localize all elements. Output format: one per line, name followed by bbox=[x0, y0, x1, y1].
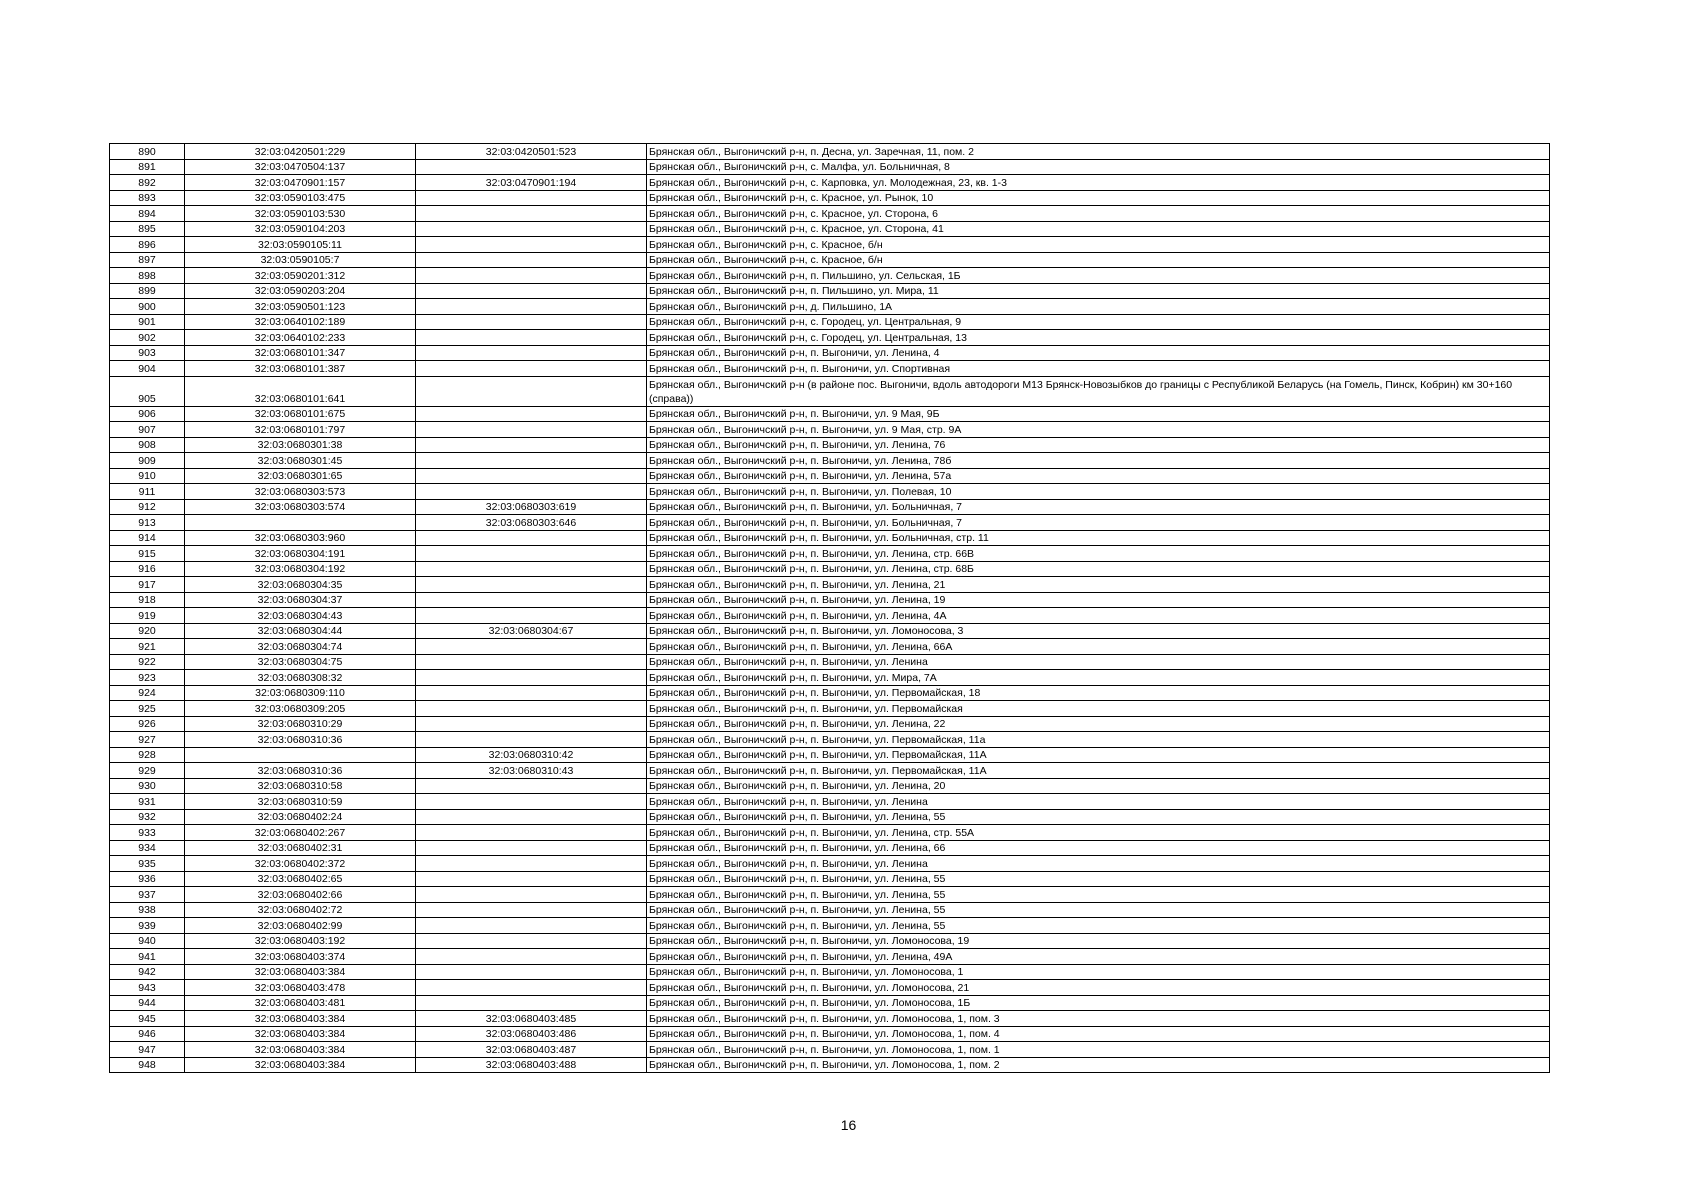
related-cadastral-number-cell bbox=[416, 361, 647, 377]
row-number-cell: 904 bbox=[110, 361, 185, 377]
related-cadastral-number-cell bbox=[416, 685, 647, 701]
table-row bbox=[110, 608, 1550, 624]
address-cell: Брянская обл., Выгоничский р-н, с. Красное, ул. Сторона, 6 bbox=[647, 206, 1550, 222]
related-cadastral-number-cell bbox=[416, 345, 647, 361]
address-cell: Брянская обл., Выгоничский р-н, п. Выгоничи, ул. Ленина bbox=[647, 856, 1550, 872]
cadastral-number-cell: 32:03:0680304:75 bbox=[185, 654, 416, 670]
row-number-cell: 937 bbox=[110, 887, 185, 903]
row-number-cell: 944 bbox=[110, 995, 185, 1011]
table-row bbox=[110, 980, 1550, 996]
row-number-cell: 916 bbox=[110, 561, 185, 577]
cadastral-number-cell: 32:03:0470901:157 bbox=[185, 175, 416, 191]
cadastral-number-cell: 32:03:0680310:58 bbox=[185, 778, 416, 794]
address-cell: Брянская обл., Выгоничский р-н, п. Выгоничи, ул. Ленина, 66 bbox=[647, 840, 1550, 856]
address-cell: Брянская обл., Выгоничский р-н, п. Выгоничи, ул. Ленина, 55 bbox=[647, 809, 1550, 825]
table-row bbox=[110, 639, 1550, 655]
table-row bbox=[110, 840, 1550, 856]
related-cadastral-number-cell bbox=[416, 794, 647, 810]
related-cadastral-number-cell: 32:03:0470901:194 bbox=[416, 175, 647, 191]
table-row bbox=[110, 918, 1550, 934]
row-number-cell: 895 bbox=[110, 221, 185, 237]
address-cell: Брянская обл., Выгоничский р-н, с. Карповка, ул. Молодежная, 23, кв. 1-3 bbox=[647, 175, 1550, 191]
cadastral-number-cell: 32:03:0590103:475 bbox=[185, 190, 416, 206]
related-cadastral-number-cell bbox=[416, 608, 647, 624]
address-cell: Брянская обл., Выгоничский р-н, п. Пильшино, ул. Сельская, 1Б bbox=[647, 268, 1550, 284]
cadastral-number-cell: 32:03:0680101:641 bbox=[185, 376, 416, 406]
row-number-cell: 898 bbox=[110, 268, 185, 284]
table-row bbox=[110, 856, 1550, 872]
address-cell: Брянская обл., Выгоничский р-н, п. Пильшино, ул. Мира, 11 bbox=[647, 283, 1550, 299]
related-cadastral-number-cell bbox=[416, 252, 647, 268]
row-number-cell: 922 bbox=[110, 654, 185, 670]
row-number-cell: 917 bbox=[110, 577, 185, 593]
address-cell: Брянская обл., Выгоничский р-н, п. Выгоничи, ул. Ленина, 4 bbox=[647, 345, 1550, 361]
table-row bbox=[110, 345, 1550, 361]
table-row bbox=[110, 499, 1550, 515]
row-number-cell: 901 bbox=[110, 314, 185, 330]
row-number-cell: 933 bbox=[110, 825, 185, 841]
cadastral-number-cell: 32:03:0680304:192 bbox=[185, 561, 416, 577]
table-row bbox=[110, 530, 1550, 546]
table-row bbox=[110, 515, 1550, 531]
address-cell: Брянская обл., Выгоничский р-н, п. Выгоничи, ул. Ленина, стр. 68Б bbox=[647, 561, 1550, 577]
table-row bbox=[110, 794, 1550, 810]
row-number-cell: 926 bbox=[110, 716, 185, 732]
row-number-cell: 935 bbox=[110, 856, 185, 872]
address-cell: Брянская обл., Выгоничский р-н, п. Выгоничи, ул. Ленина, 78б bbox=[647, 453, 1550, 469]
cadastral-number-cell: 32:03:0680304:44 bbox=[185, 623, 416, 639]
cadastral-number-cell: 32:03:0680402:72 bbox=[185, 902, 416, 918]
address-cell: Брянская обл., Выгоничский р-н, п. Выгоничи, ул. Ленина, 4А bbox=[647, 608, 1550, 624]
cadastral-number-cell: 32:03:0640102:189 bbox=[185, 314, 416, 330]
row-number-cell: 920 bbox=[110, 623, 185, 639]
cadastral-number-cell bbox=[185, 747, 416, 763]
row-number-cell: 928 bbox=[110, 747, 185, 763]
address-cell: Брянская обл., Выгоничский р-н, п. Выгоничи, ул. Первомайская, 11а bbox=[647, 732, 1550, 748]
related-cadastral-number-cell: 32:03:0420501:523 bbox=[416, 144, 647, 160]
related-cadastral-number-cell: 32:03:0680403:485 bbox=[416, 1011, 647, 1027]
address-cell: Брянская обл., Выгоничский р-н, п. Выгоничи, ул. Первомайская, 11А bbox=[647, 747, 1550, 763]
cadastral-number-cell: 32:03:0680301:45 bbox=[185, 453, 416, 469]
address-cell: Брянская обл., Выгоничский р-н, п. Выгоничи, ул. Ленина, 66А bbox=[647, 639, 1550, 655]
row-number-cell: 893 bbox=[110, 190, 185, 206]
cadastral-number-cell: 32:03:0680403:384 bbox=[185, 1042, 416, 1058]
cadastral-number-cell: 32:03:0590103:530 bbox=[185, 206, 416, 222]
table-row bbox=[110, 221, 1550, 237]
table-row bbox=[110, 252, 1550, 268]
cadastral-number-cell: 32:03:0680402:65 bbox=[185, 871, 416, 887]
cadastral-number-cell: 32:03:0590105:11 bbox=[185, 237, 416, 253]
cadastral-number-cell: 32:03:0680403:374 bbox=[185, 949, 416, 965]
related-cadastral-number-cell bbox=[416, 918, 647, 934]
address-cell: Брянская обл., Выгоничский р-н, п. Выгоничи, ул. Ленина bbox=[647, 794, 1550, 810]
address-cell: Брянская обл., Выгоничский р-н, п. Выгоничи, ул. Ленина, 55 bbox=[647, 871, 1550, 887]
related-cadastral-number-cell bbox=[416, 639, 647, 655]
address-cell: Брянская обл., Выгоничский р-н, п. Выгоничи, ул. Ломоносова, 1, пом. 3 bbox=[647, 1011, 1550, 1027]
table-row bbox=[110, 268, 1550, 284]
table-row bbox=[110, 716, 1550, 732]
related-cadastral-number-cell bbox=[416, 670, 647, 686]
row-number-cell: 903 bbox=[110, 345, 185, 361]
table-row bbox=[110, 190, 1550, 206]
row-number-cell: 939 bbox=[110, 918, 185, 934]
table-row bbox=[110, 175, 1550, 191]
table-row bbox=[110, 283, 1550, 299]
table-row bbox=[110, 299, 1550, 315]
table-row bbox=[110, 330, 1550, 346]
cadastral-number-cell: 32:03:0680101:675 bbox=[185, 406, 416, 422]
row-number-cell: 909 bbox=[110, 453, 185, 469]
related-cadastral-number-cell bbox=[416, 732, 647, 748]
related-cadastral-number-cell: 32:03:0680304:67 bbox=[416, 623, 647, 639]
table-row bbox=[110, 809, 1550, 825]
cadastral-number-cell: 32:03:0680402:372 bbox=[185, 856, 416, 872]
table-row bbox=[110, 701, 1550, 717]
address-cell: Брянская обл., Выгоничский р-н, п. Выгоничи, ул. Первомайская, 18 bbox=[647, 685, 1550, 701]
row-number-cell: 894 bbox=[110, 206, 185, 222]
cadastral-number-cell: 32:03:0680402:31 bbox=[185, 840, 416, 856]
row-number-cell: 913 bbox=[110, 515, 185, 531]
table-row bbox=[110, 670, 1550, 686]
row-number-cell: 932 bbox=[110, 809, 185, 825]
cadastral-number-cell: 32:03:0680303:574 bbox=[185, 499, 416, 515]
address-cell: Брянская обл., Выгоничский р-н, п. Выгоничи, ул. 9 Мая, стр. 9А bbox=[647, 422, 1550, 438]
related-cadastral-number-cell bbox=[416, 422, 647, 438]
related-cadastral-number-cell bbox=[416, 887, 647, 903]
cadastral-number-cell: 32:03:0680310:59 bbox=[185, 794, 416, 810]
table-row bbox=[110, 933, 1550, 949]
address-cell: Брянская обл., Выгоничский р-н, п. Выгоничи, ул. Мира, 7А bbox=[647, 670, 1550, 686]
cadastral-number-cell: 32:03:0680101:347 bbox=[185, 345, 416, 361]
cadastral-number-cell: 32:03:0680403:481 bbox=[185, 995, 416, 1011]
row-number-cell: 923 bbox=[110, 670, 185, 686]
cadastral-number-cell: 32:03:0680402:66 bbox=[185, 887, 416, 903]
address-cell: Брянская обл., Выгоничский р-н, п. Выгоничи, ул. Ленина, стр. 66В bbox=[647, 546, 1550, 562]
address-cell: Брянская обл., Выгоничский р-н, п. Выгоничи, ул. Ленина, 55 bbox=[647, 887, 1550, 903]
related-cadastral-number-cell bbox=[416, 949, 647, 965]
table-row bbox=[110, 468, 1550, 484]
address-cell: Брянская обл., Выгоничский р-н, п. Выгоничи, ул. Ленина, 49А bbox=[647, 949, 1550, 965]
related-cadastral-number-cell bbox=[416, 871, 647, 887]
row-number-cell: 914 bbox=[110, 530, 185, 546]
table-row bbox=[110, 949, 1550, 965]
row-number-cell: 900 bbox=[110, 299, 185, 315]
property-register-table bbox=[109, 143, 1550, 1073]
cadastral-number-cell: 32:03:0680403:384 bbox=[185, 964, 416, 980]
address-cell: Брянская обл., Выгоничский р-н, п. Выгоничи, ул. Ленина bbox=[647, 654, 1550, 670]
related-cadastral-number-cell bbox=[416, 654, 647, 670]
related-cadastral-number-cell bbox=[416, 840, 647, 856]
cadastral-number-cell: 32:03:0590203:204 bbox=[185, 283, 416, 299]
related-cadastral-number-cell bbox=[416, 778, 647, 794]
row-number-cell: 946 bbox=[110, 1026, 185, 1042]
address-cell: Брянская обл., Выгоничский р-н, п. Выгоничи, ул. Первомайская, 11А bbox=[647, 763, 1550, 779]
address-cell: Брянская обл., Выгоничский р-н, п. Выгоничи, ул. Ломоносова, 21 bbox=[647, 980, 1550, 996]
cadastral-number-cell: 32:03:0590105:7 bbox=[185, 252, 416, 268]
row-number-cell: 907 bbox=[110, 422, 185, 438]
related-cadastral-number-cell bbox=[416, 314, 647, 330]
row-number-cell: 941 bbox=[110, 949, 185, 965]
address-cell: Брянская обл., Выгоничский р-н, с. Красное, б/н bbox=[647, 237, 1550, 253]
table-row bbox=[110, 732, 1550, 748]
table-row bbox=[110, 437, 1550, 453]
table-row bbox=[110, 871, 1550, 887]
cadastral-number-cell: 32:03:0590201:312 bbox=[185, 268, 416, 284]
related-cadastral-number-cell: 32:03:0680303:646 bbox=[416, 515, 647, 531]
cadastral-number-cell: 32:03:0680101:387 bbox=[185, 361, 416, 377]
address-cell: Брянская обл., Выгоничский р-н, с. Красное, ул. Рынок, 10 bbox=[647, 190, 1550, 206]
cadastral-number-cell: 32:03:0680309:205 bbox=[185, 701, 416, 717]
address-cell: Брянская обл., Выгоничский р-н (в районе пос. Выгоничи, вдоль автодороги М13 Брянск-Новозыбков до границы с Республикой Беларусь (на Гомель, Пинск, Кобрин) км 30+160 (справа)) bbox=[647, 376, 1550, 406]
address-cell: Брянская обл., Выгоничский р-н, п. Выгоничи, ул. Ломоносова, 1Б bbox=[647, 995, 1550, 1011]
row-number-cell: 902 bbox=[110, 330, 185, 346]
related-cadastral-number-cell bbox=[416, 159, 647, 175]
row-number-cell: 934 bbox=[110, 840, 185, 856]
cadastral-number-cell: 32:03:0680304:191 bbox=[185, 546, 416, 562]
table-row bbox=[110, 592, 1550, 608]
row-number-cell: 948 bbox=[110, 1057, 185, 1073]
related-cadastral-number-cell bbox=[416, 237, 647, 253]
row-number-cell: 927 bbox=[110, 732, 185, 748]
address-cell: Брянская обл., Выгоничский р-н, п. Выгоничи, ул. Ленина, 57а bbox=[647, 468, 1550, 484]
address-cell: Брянская обл., Выгоничский р-н, с. Красное, ул. Сторона, 41 bbox=[647, 221, 1550, 237]
row-number-cell: 906 bbox=[110, 406, 185, 422]
table-row bbox=[110, 887, 1550, 903]
address-cell: Брянская обл., Выгоничский р-н, п. Выгоничи, ул. Больничная, 7 bbox=[647, 499, 1550, 515]
cadastral-number-cell: 32:03:0420501:229 bbox=[185, 144, 416, 160]
row-number-cell: 891 bbox=[110, 159, 185, 175]
row-number-cell: 924 bbox=[110, 685, 185, 701]
row-number-cell: 908 bbox=[110, 437, 185, 453]
row-number-cell: 947 bbox=[110, 1042, 185, 1058]
cadastral-number-cell: 32:03:0680402:267 bbox=[185, 825, 416, 841]
cadastral-number-cell: 32:03:0680403:384 bbox=[185, 1011, 416, 1027]
row-number-cell: 911 bbox=[110, 484, 185, 500]
address-cell: Брянская обл., Выгоничский р-н, п. Выгоничи, ул. Больничная, стр. 11 bbox=[647, 530, 1550, 546]
table-row bbox=[110, 964, 1550, 980]
address-cell: Брянская обл., Выгоничский р-н, п. Выгоничи, ул. 9 Мая, 9Б bbox=[647, 406, 1550, 422]
cadastral-number-cell bbox=[185, 515, 416, 531]
cadastral-number-cell: 32:03:0680403:384 bbox=[185, 1026, 416, 1042]
address-cell: Брянская обл., Выгоничский р-н, с. Красное, б/н bbox=[647, 252, 1550, 268]
table-body bbox=[110, 144, 1550, 1073]
cadastral-number-cell: 32:03:0640102:233 bbox=[185, 330, 416, 346]
related-cadastral-number-cell bbox=[416, 592, 647, 608]
related-cadastral-number-cell bbox=[416, 453, 647, 469]
related-cadastral-number-cell bbox=[416, 468, 647, 484]
cadastral-number-cell: 32:03:0680301:38 bbox=[185, 437, 416, 453]
cadastral-number-cell: 32:03:0680303:960 bbox=[185, 530, 416, 546]
table-row bbox=[110, 561, 1550, 577]
related-cadastral-number-cell bbox=[416, 964, 647, 980]
related-cadastral-number-cell bbox=[416, 716, 647, 732]
related-cadastral-number-cell bbox=[416, 376, 647, 406]
related-cadastral-number-cell bbox=[416, 221, 647, 237]
row-number-cell: 910 bbox=[110, 468, 185, 484]
related-cadastral-number-cell bbox=[416, 406, 647, 422]
related-cadastral-number-cell: 32:03:0680310:42 bbox=[416, 747, 647, 763]
cadastral-number-cell: 32:03:0680403:478 bbox=[185, 980, 416, 996]
address-cell: Брянская обл., Выгоничский р-н, с. Малфа, ул. Больничная, 8 bbox=[647, 159, 1550, 175]
table-row bbox=[110, 422, 1550, 438]
cadastral-number-cell: 32:03:0680303:573 bbox=[185, 484, 416, 500]
related-cadastral-number-cell bbox=[416, 190, 647, 206]
row-number-cell: 912 bbox=[110, 499, 185, 515]
row-number-cell: 925 bbox=[110, 701, 185, 717]
address-cell: Брянская обл., Выгоничский р-н, п. Выгоничи, ул. Первомайская bbox=[647, 701, 1550, 717]
cadastral-number-cell: 32:03:0680310:36 bbox=[185, 732, 416, 748]
address-cell: Брянская обл., Выгоничский р-н, с. Городец, ул. Центральная, 9 bbox=[647, 314, 1550, 330]
table-row bbox=[110, 1042, 1550, 1058]
table-row bbox=[110, 763, 1550, 779]
page-number: 16 bbox=[840, 1117, 857, 1133]
row-number-cell: 931 bbox=[110, 794, 185, 810]
address-cell: Брянская обл., Выгоничский р-н, п. Выгоничи, ул. Ленина, 22 bbox=[647, 716, 1550, 732]
cadastral-number-cell: 32:03:0680304:37 bbox=[185, 592, 416, 608]
table-row bbox=[110, 685, 1550, 701]
address-cell: Брянская обл., Выгоничский р-н, п. Выгоничи, ул. Ломоносова, 1, пом. 1 bbox=[647, 1042, 1550, 1058]
table-row bbox=[110, 453, 1550, 469]
cadastral-number-cell: 32:03:0590104:203 bbox=[185, 221, 416, 237]
row-number-cell: 930 bbox=[110, 778, 185, 794]
table-row bbox=[110, 1011, 1550, 1027]
table-row bbox=[110, 1026, 1550, 1042]
related-cadastral-number-cell bbox=[416, 268, 647, 284]
table-row bbox=[110, 1057, 1550, 1073]
row-number-cell: 890 bbox=[110, 144, 185, 160]
table-row bbox=[110, 159, 1550, 175]
address-cell: Брянская обл., Выгоничский р-н, д. Пильшино, 1А bbox=[647, 299, 1550, 315]
row-number-cell: 896 bbox=[110, 237, 185, 253]
address-cell: Брянская обл., Выгоничский р-н, п. Выгоничи, ул. Ломоносова, 19 bbox=[647, 933, 1550, 949]
table-row bbox=[110, 361, 1550, 377]
row-number-cell: 897 bbox=[110, 252, 185, 268]
table-row bbox=[110, 314, 1550, 330]
table-row bbox=[110, 237, 1550, 253]
cadastral-number-cell: 32:03:0680304:74 bbox=[185, 639, 416, 655]
table-row bbox=[110, 623, 1550, 639]
table-row bbox=[110, 546, 1550, 562]
cadastral-number-cell: 32:03:0680310:36 bbox=[185, 763, 416, 779]
row-number-cell: 943 bbox=[110, 980, 185, 996]
related-cadastral-number-cell bbox=[416, 995, 647, 1011]
row-number-cell: 919 bbox=[110, 608, 185, 624]
row-number-cell: 940 bbox=[110, 933, 185, 949]
related-cadastral-number-cell bbox=[416, 701, 647, 717]
cadastral-number-cell: 32:03:0680308:32 bbox=[185, 670, 416, 686]
address-cell: Брянская обл., Выгоничский р-н, п. Выгоничи, ул. Ленина, 21 bbox=[647, 577, 1550, 593]
row-number-cell: 936 bbox=[110, 871, 185, 887]
related-cadastral-number-cell bbox=[416, 809, 647, 825]
related-cadastral-number-cell: 32:03:0680403:486 bbox=[416, 1026, 647, 1042]
row-number-cell: 905 bbox=[110, 376, 185, 406]
address-cell: Брянская обл., Выгоничский р-н, п. Выгоничи, ул. Ленина, 20 bbox=[647, 778, 1550, 794]
table-row bbox=[110, 376, 1550, 406]
table-row bbox=[110, 747, 1550, 763]
address-cell: Брянская обл., Выгоничский р-н, п. Выгоничи, ул. Полевая, 10 bbox=[647, 484, 1550, 500]
address-cell: Брянская обл., Выгоничский р-н, п. Выгоничи, ул. Ленина, 76 bbox=[647, 437, 1550, 453]
cadastral-number-cell: 32:03:0680403:384 bbox=[185, 1057, 416, 1073]
cadastral-number-cell: 32:03:0680309:110 bbox=[185, 685, 416, 701]
address-cell: Брянская обл., Выгоничский р-н, п. Выгоничи, ул. Ломоносова, 3 bbox=[647, 623, 1550, 639]
cadastral-number-cell: 32:03:0680403:192 bbox=[185, 933, 416, 949]
cadastral-number-cell: 32:03:0590501:123 bbox=[185, 299, 416, 315]
row-number-cell: 929 bbox=[110, 763, 185, 779]
row-number-cell: 899 bbox=[110, 283, 185, 299]
address-cell: Брянская обл., Выгоничский р-н, с. Городец, ул. Центральная, 13 bbox=[647, 330, 1550, 346]
table-row bbox=[110, 654, 1550, 670]
cadastral-number-cell: 32:03:0680402:99 bbox=[185, 918, 416, 934]
address-cell: Брянская обл., Выгоничский р-н, п. Выгоничи, ул. Ленина, стр. 55А bbox=[647, 825, 1550, 841]
related-cadastral-number-cell bbox=[416, 206, 647, 222]
cadastral-number-cell: 32:03:0680310:29 bbox=[185, 716, 416, 732]
address-cell: Брянская обл., Выгоничский р-н, п. Десна, ул. Заречная, 11, пом. 2 bbox=[647, 144, 1550, 160]
related-cadastral-number-cell bbox=[416, 530, 647, 546]
related-cadastral-number-cell bbox=[416, 933, 647, 949]
cadastral-number-cell: 32:03:0680301:65 bbox=[185, 468, 416, 484]
row-number-cell: 945 bbox=[110, 1011, 185, 1027]
table-row bbox=[110, 406, 1550, 422]
table-row bbox=[110, 825, 1550, 841]
table-row bbox=[110, 144, 1550, 160]
table-row bbox=[110, 206, 1550, 222]
related-cadastral-number-cell bbox=[416, 561, 647, 577]
cadastral-number-cell: 32:03:0680402:24 bbox=[185, 809, 416, 825]
table-row bbox=[110, 577, 1550, 593]
address-cell: Брянская обл., Выгоничский р-н, п. Выгоничи, ул. Ломоносова, 1 bbox=[647, 964, 1550, 980]
related-cadastral-number-cell bbox=[416, 577, 647, 593]
related-cadastral-number-cell: 32:03:0680403:488 bbox=[416, 1057, 647, 1073]
row-number-cell: 938 bbox=[110, 902, 185, 918]
address-cell: Брянская обл., Выгоничский р-н, п. Выгоничи, ул. Ленина, 55 bbox=[647, 918, 1550, 934]
related-cadastral-number-cell bbox=[416, 484, 647, 500]
row-number-cell: 915 bbox=[110, 546, 185, 562]
cadastral-number-cell: 32:03:0680304:43 bbox=[185, 608, 416, 624]
row-number-cell: 942 bbox=[110, 964, 185, 980]
address-cell: Брянская обл., Выгоничский р-н, п. Выгоничи, ул. Ленина, 55 bbox=[647, 902, 1550, 918]
address-cell: Брянская обл., Выгоничский р-н, п. Выгоничи, ул. Больничная, 7 bbox=[647, 515, 1550, 531]
related-cadastral-number-cell bbox=[416, 437, 647, 453]
row-number-cell: 918 bbox=[110, 592, 185, 608]
cadastral-number-cell: 32:03:0470504:137 bbox=[185, 159, 416, 175]
table-row bbox=[110, 778, 1550, 794]
related-cadastral-number-cell bbox=[416, 980, 647, 996]
cadastral-number-cell: 32:03:0680304:35 bbox=[185, 577, 416, 593]
related-cadastral-number-cell bbox=[416, 546, 647, 562]
address-cell: Брянская обл., Выгоничский р-н, п. Выгоничи, ул. Спортивная bbox=[647, 361, 1550, 377]
related-cadastral-number-cell: 32:03:0680303:619 bbox=[416, 499, 647, 515]
row-number-cell: 892 bbox=[110, 175, 185, 191]
table-row bbox=[110, 484, 1550, 500]
related-cadastral-number-cell bbox=[416, 856, 647, 872]
related-cadastral-number-cell bbox=[416, 299, 647, 315]
related-cadastral-number-cell bbox=[416, 825, 647, 841]
table-row bbox=[110, 995, 1550, 1011]
related-cadastral-number-cell bbox=[416, 283, 647, 299]
address-cell: Брянская обл., Выгоничский р-н, п. Выгоничи, ул. Ломоносова, 1, пом. 2 bbox=[647, 1057, 1550, 1073]
table-row bbox=[110, 902, 1550, 918]
related-cadastral-number-cell bbox=[416, 902, 647, 918]
address-cell: Брянская обл., Выгоничский р-н, п. Выгоничи, ул. Ломоносова, 1, пом. 4 bbox=[647, 1026, 1550, 1042]
cadastral-number-cell: 32:03:0680101:797 bbox=[185, 422, 416, 438]
related-cadastral-number-cell: 32:03:0680403:487 bbox=[416, 1042, 647, 1058]
related-cadastral-number-cell bbox=[416, 330, 647, 346]
row-number-cell: 921 bbox=[110, 639, 185, 655]
related-cadastral-number-cell: 32:03:0680310:43 bbox=[416, 763, 647, 779]
address-cell: Брянская обл., Выгоничский р-н, п. Выгоничи, ул. Ленина, 19 bbox=[647, 592, 1550, 608]
